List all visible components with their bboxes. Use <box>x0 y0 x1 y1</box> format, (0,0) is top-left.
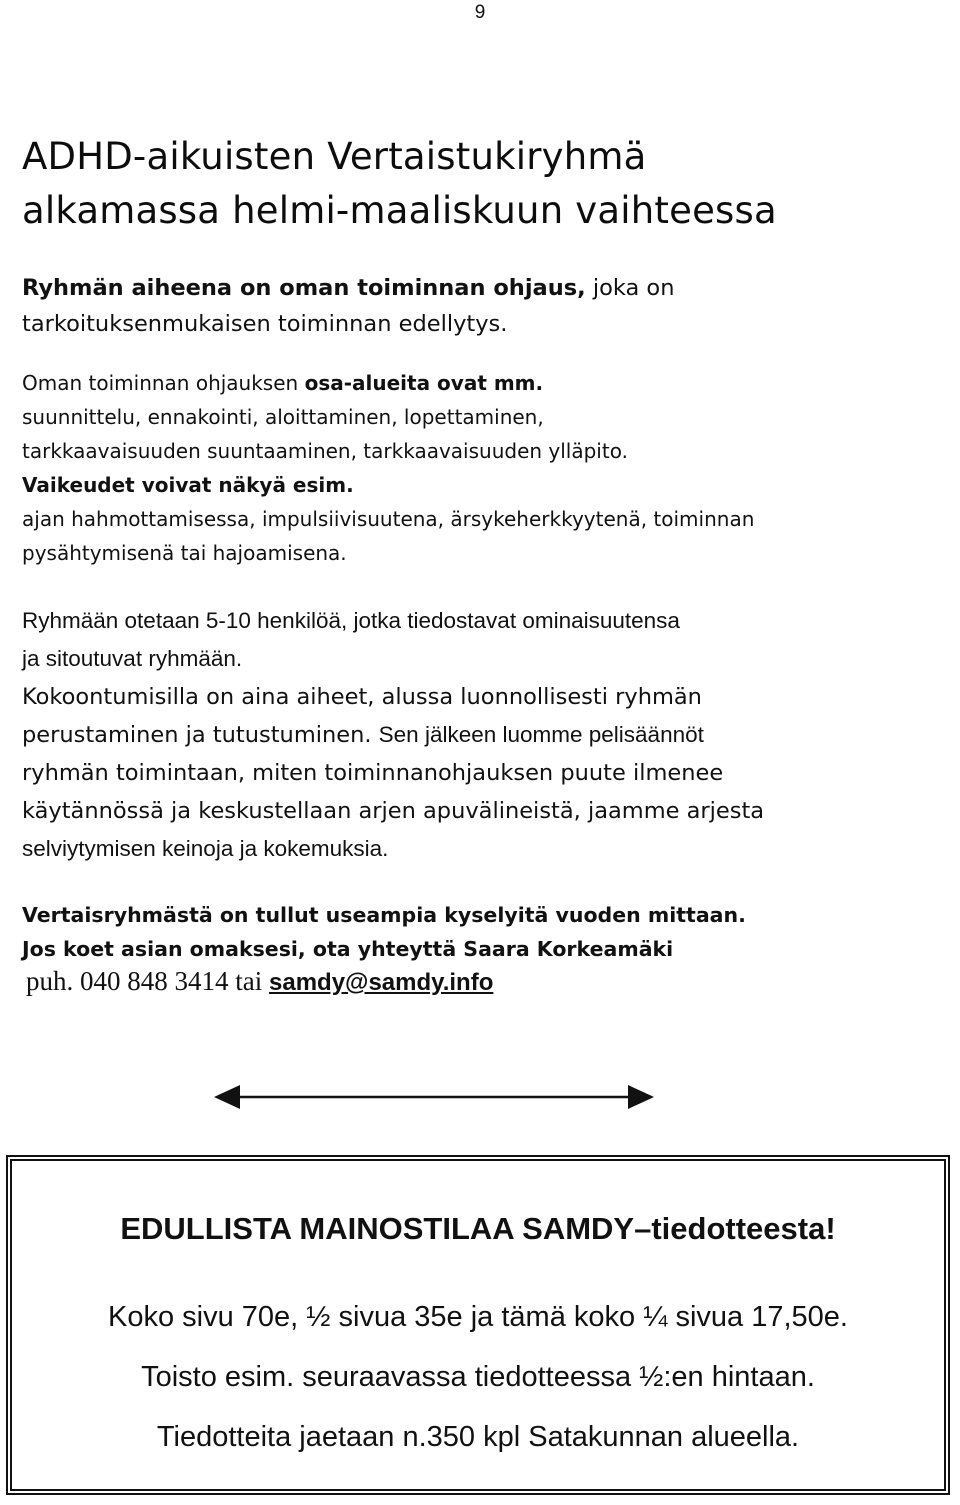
difficulty-line-1: ajan hahmottamisessa, impulsiivisuutena, ärsykeherkkyytenä, toiminnan <box>22 507 755 531</box>
title-line-2: alkamassa helmi-maaliskuun vaihteessa <box>22 189 777 232</box>
group-paragraph <box>22 602 942 868</box>
page-number: 9 <box>474 2 486 23</box>
intro-paragraph <box>22 270 942 342</box>
phone-text: puh. 040 848 3414 tai <box>26 966 269 996</box>
areas-list-1: suunnittelu, ennakointi, aloittaminen, lopettaminen, <box>22 405 544 429</box>
group-line-6: käytännössä ja keskustellaan arjen apuvälineistä, jaamme arjesta <box>22 798 765 824</box>
areas-list-2: tarkkaavaisuuden suuntaaminen, tarkkaavaisuuden ylläpito. <box>22 439 628 463</box>
areas-paragraph <box>22 366 942 570</box>
title-line-1: ADHD-aikuisten Vertaistukiryhmä <box>22 135 647 178</box>
areas-lead: Oman toiminnan ohjauksen <box>22 371 305 395</box>
areas-lead-bold: osa-alueita ovat mm. <box>304 371 544 395</box>
group-line-7: selviytymisen keinoja ja kokemuksia. <box>22 836 389 861</box>
call-line-1: Vertaisryhmästä on tullut useampia kyselyitä vuoden mittaan. <box>22 903 746 927</box>
ad-line-3: Tiedotteita jaetaan n.350 kpl Satakunnan alueella. <box>156 1421 800 1453</box>
ad-line-2: Toisto esim. seuraavassa tiedotteessa ½:en hintaan. <box>141 1361 815 1393</box>
group-line-3: Kokoontumisilla on aina aiheet, alussa luonnollisesti ryhmän <box>22 684 702 710</box>
email-link[interactable]: samdy@samdy.info <box>269 969 494 996</box>
difficulty-heading: Vaikeudet voivat näkyä esim. <box>22 473 354 497</box>
call-paragraph <box>22 898 942 966</box>
group-line-2: ja sitoutuvat ryhmään. <box>22 646 243 671</box>
advertisement-box <box>6 1155 950 1495</box>
contact-line <box>26 966 493 997</box>
intro-bold: Ryhmän aiheena on oman toiminnan ohjaus, <box>22 275 586 301</box>
page-title <box>22 130 777 238</box>
group-line-5: ryhmän toimintaan, miten toiminnanohjauksen puute ilmenee <box>22 760 724 786</box>
intro-rest-2: tarkoituksenmukaisen toiminnan edellytys. <box>22 311 508 337</box>
double-arrow-icon <box>214 1080 654 1114</box>
group-line-4a: perustaminen ja tutustuminen. <box>22 722 379 748</box>
intro-rest-1: joka on <box>585 275 675 301</box>
ad-title: EDULLISTA MAINOSTILAA SAMDY–tiedotteesta! <box>120 1211 836 1246</box>
difficulty-line-2: pysähtymisenä tai hajoamisena. <box>22 541 347 565</box>
group-line-4b: Sen jälkeen luomme pelisäännöt <box>378 722 704 747</box>
call-line-2: Jos koet asian omaksesi, ota yhteyttä Saara Korkeamäki <box>22 937 674 961</box>
group-line-1: Ryhmään otetaan 5-10 henkilöä, jotka tiedostavat ominaisuutensa <box>22 608 680 633</box>
ad-line-1: Koko sivu 70e, ½ sivua 35e ja tämä koko ¼ sivua 17,50e. <box>108 1301 848 1333</box>
